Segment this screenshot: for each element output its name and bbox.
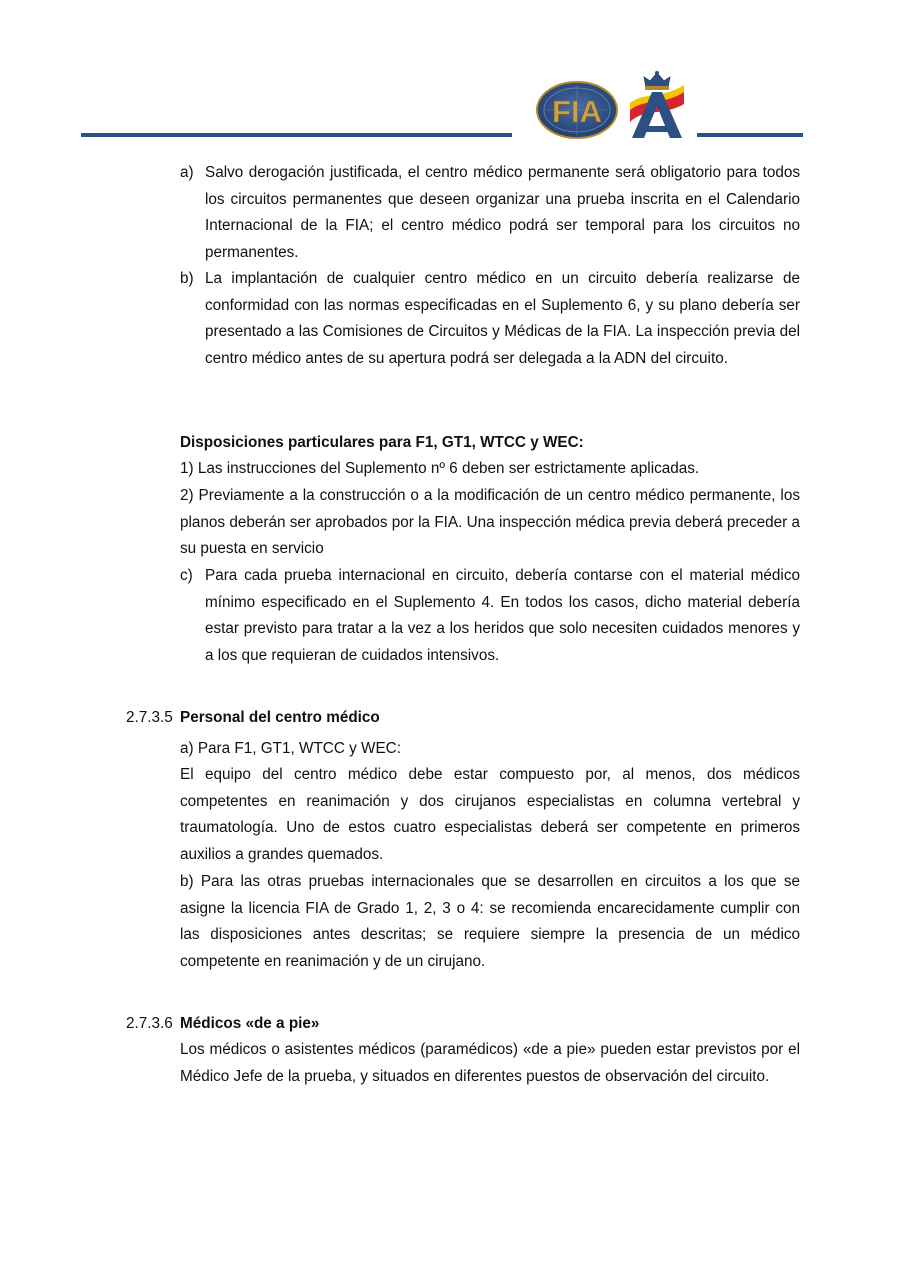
header-rule-left: [81, 133, 512, 137]
rfeda-logo: [626, 70, 688, 140]
particular-paragraph-1: 1) Las instrucciones del Suplemento nº 6 deben ser estrictamente aplicadas.: [180, 460, 700, 477]
list-item-text: La implantación de cualquier centro médico en un circuito debería realizarse de conformidad con las normas especificadas en el Suplemento 6, y su plano debería ser presentado a las Comisiones de Circuitos y Médicas de la FIA. La inspección previa del centro médico antes de su apertura podrá ser delegada a la ADN del circuito.: [205, 270, 800, 368]
list-marker: a): [180, 164, 194, 181]
section-paragraph: Los médicos o asistentes médicos (paramédicos) «de a pie» pueden estar previstos por el Médico Jefe de la prueba, y situados en diferentes puestos de observación del circuito.: [180, 1041, 800, 1085]
section-number: 2.7.3.5: [126, 709, 173, 726]
list-item-text: Salvo derogación justificada, el centro médico permanente será obligatorio para todos los circuitos permanentes que deseen organizar una prueba inscrita en el Calendario Internacional de la FIA; el centro médico podrá ser temporal para los circuitos no permanentes.: [205, 164, 800, 262]
subsection-a-text: El equipo del centro médico debe estar compuesto por, al menos, dos médicos competentes en reanimación y dos cirujanos especialistas en columna vertebral y traumatología. Uno de estos cuatro especialistas deberá ser competente en primeros auxilios a grandes quemados.: [180, 766, 800, 864]
list-marker: b): [180, 270, 194, 287]
particular-heading: Disposiciones particulares para F1, GT1, WTCC y WEC:: [180, 434, 584, 451]
subsection-b-text: b) Para las otras pruebas internacionales que se desarrollen en circuitos a los que se asigne la licencia FIA de Grado 1, 2, 3 o 4: se recomienda encarecidamente cumplir con las disposiciones antes descritas; se requiere siempre la presencia de un médico competente en reanimación y de un cirujano.: [180, 873, 800, 971]
particular-paragraph-2: 2) Previamente a la construcción o a la modificación de un centro médico permanente, los planos deberán ser aprobados por la FIA. Una inspección médica previa deberá preceder a su puesta en servicio: [180, 487, 800, 558]
section-number: 2.7.3.6: [126, 1015, 173, 1032]
svg-text:FIA: FIA: [552, 94, 602, 129]
fia-logo: [536, 81, 618, 139]
section-title: Personal del centro médico: [180, 709, 380, 726]
list-item-text: Para cada prueba internacional en circuito, debería contarse con el material médico mínimo especificado en el Suplemento 4. En todos los casos, dicho material debería estar previsto para tratar a la vez a los heridos que solo necesiten cuidados menores y a los que requieran de cuidados intensivos.: [205, 567, 800, 665]
list-marker: c): [180, 567, 193, 584]
subsection-a-label: a) Para F1, GT1, WTCC y WEC:: [180, 740, 401, 757]
header-rule-right: [697, 133, 803, 137]
section-title: Médicos «de a pie»: [180, 1015, 320, 1032]
